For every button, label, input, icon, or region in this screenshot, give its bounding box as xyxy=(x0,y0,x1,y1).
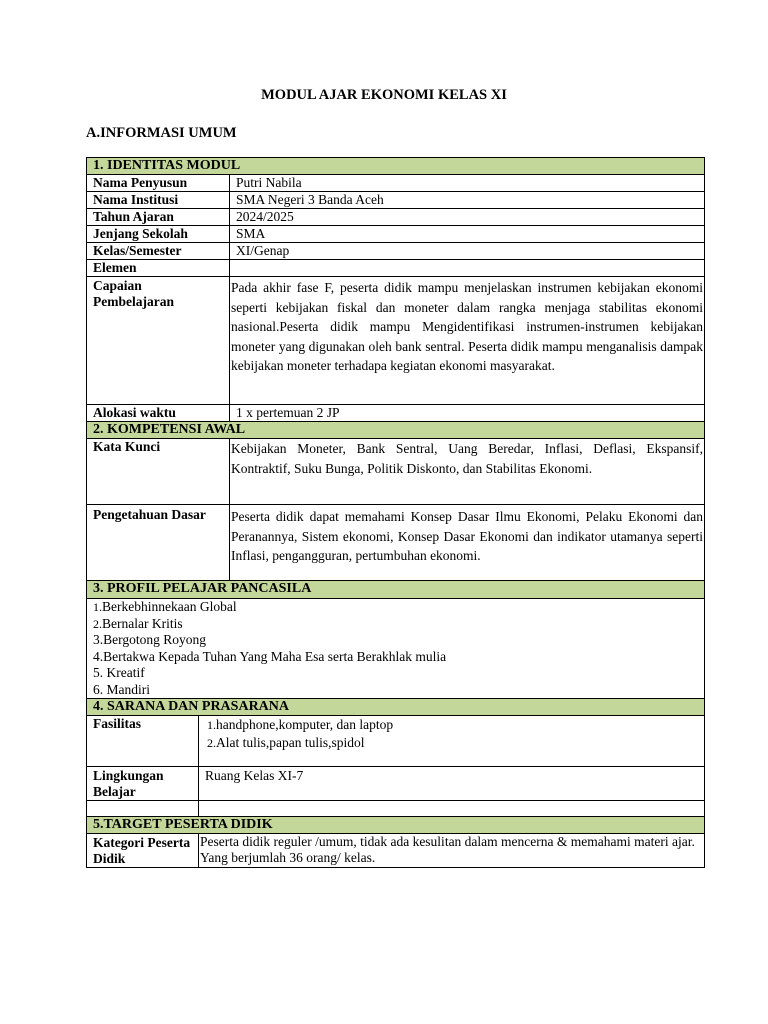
lingkungan-value: Ruang Kelas XI-7 xyxy=(199,767,705,801)
section-1-heading: 1. IDENTITAS MODUL xyxy=(87,158,705,175)
list-item: 1.handphone,komputer, dan laptop xyxy=(207,717,394,732)
pengetahuan-text: Peserta didik dapat memahami Konsep Dasar Ilmu Ekonomi, Pelaku Ekonomi dan Peranannya, Sistem ekonomi, Konsep Dasar Ekonomi dan indikator utamanya seperti Inflasi, pengangguran, pertumbuhan ekonomi. xyxy=(230,505,705,581)
kategori-label: Kategori Peserta Didik xyxy=(87,834,199,868)
pengetahuan-label: Pengetahuan Dasar xyxy=(87,505,230,581)
empty-cell xyxy=(87,801,199,817)
profil-list xyxy=(93,599,698,698)
alokasi-value: 1 x pertemuan 2 JP xyxy=(230,405,705,422)
row-label: Nama Penyusun xyxy=(87,175,230,192)
section-3-heading: 3. PROFIL PELAJAR PANCASILA xyxy=(87,581,705,599)
list-item: 2.Bernalar Kritis xyxy=(93,615,183,631)
row-value xyxy=(230,260,705,277)
capaian-text: Pada akhir fase F, peserta didik mampu menjelaskan instrumen kebijakan ekonomi seperti kebijakan fiskal dan moneter dalam rangka menjaga stabilitas ekonomi nasional.Peserta didik mampu Mengidentifikasi instrumen-instrumen kebijakan moneter yang digunakan oleh bank sentral. Peserta didik mampu menganalisis dampak kebijakan moneter terhadapa kegiatan ekonomi masyarakat. xyxy=(230,277,705,405)
row-label: Kelas/Semester xyxy=(87,243,230,260)
section-2-heading: 2. KOMPETENSI AWAL xyxy=(87,422,705,439)
fasilitas-cell xyxy=(199,716,705,767)
alokasi-label: Alokasi waktu xyxy=(87,405,230,422)
row-value: SMA Negeri 3 Banda Aceh xyxy=(230,192,705,209)
empty-cell xyxy=(199,801,705,817)
fasilitas-label: Fasilitas xyxy=(87,716,199,767)
list-item: 3.Bergotong Royong xyxy=(93,632,207,647)
list-item: 5. Kreatif xyxy=(93,665,145,680)
row-value: SMA xyxy=(230,226,705,243)
fasilitas-list xyxy=(205,716,698,752)
row-label: Nama Institusi xyxy=(87,192,230,209)
list-item: 4.Bertakwa Kepada Tuhan Yang Maha Esa serta Berakhlak mulia xyxy=(93,648,447,664)
list-item: 1.Berkebhinnekaan Global xyxy=(93,599,237,614)
row-value: Putri Nabila xyxy=(230,175,705,192)
section-4-heading: 4. SARANA DAN PRASARANA xyxy=(87,699,705,716)
module-table xyxy=(86,157,705,868)
row-label: Tahun Ajaran xyxy=(87,209,230,226)
section-a-heading: A.INFORMASI UMUM xyxy=(86,125,237,141)
list-item: 2.Alat tulis,papan tulis,spidol xyxy=(207,735,365,750)
profil-list-cell xyxy=(87,599,705,699)
row-label: Jenjang Sekolah xyxy=(87,226,230,243)
capaian-label: Capaian Pembelajaran xyxy=(87,277,230,405)
row-label: Elemen xyxy=(87,260,230,277)
row-value: 2024/2025 xyxy=(230,209,705,226)
list-item: 6. Mandiri xyxy=(93,681,150,697)
lingkungan-label: Lingkungan Belajar xyxy=(87,767,199,801)
kategori-text: Peserta didik reguler /umum, tidak ada kesulitan dalam mencerna & memahami materi ajar. Yang berjumlah 36 orang/ kelas. xyxy=(199,834,705,868)
section-5-heading: 5.TARGET PESERTA DIDIK xyxy=(87,817,705,834)
kata-kunci-label: Kata Kunci xyxy=(87,439,230,505)
kata-kunci-text: Kebijakan Moneter, Bank Sentral, Uang Beredar, Inflasi, Deflasi, Ekspansif, Kontraktif, Suku Bunga, Politik Diskonto, dan Stabilitas Ekonomi. xyxy=(230,439,705,505)
document-title: MODUL AJAR EKONOMI KELAS XI xyxy=(261,87,507,103)
row-value: XI/Genap xyxy=(230,243,705,260)
